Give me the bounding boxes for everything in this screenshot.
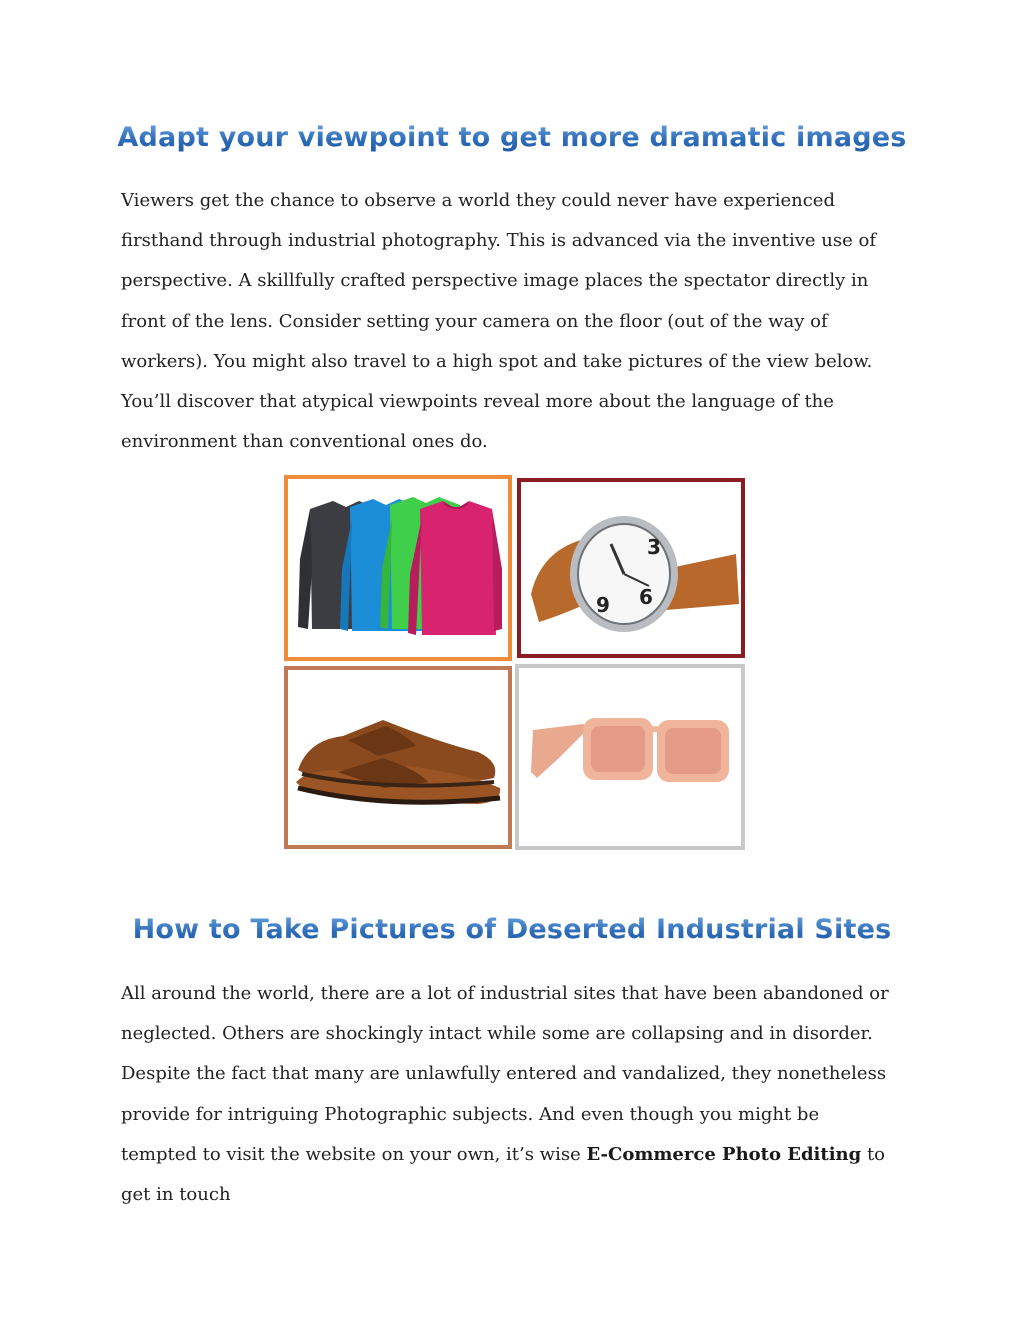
dial-number-6: 6 (639, 585, 653, 609)
paragraph-text: All around the world, there are a lot of industrial sites that have been abandoned or neglected. Others are shockingly intact while some are collapsing and in disorder. Despite the fact that many are unlawfully entered and vandalized, they nonetheless provide for intriguing Photographic subjects. And even though you might be tempted to visit the website on your own, it’s wise (121, 983, 889, 1165)
section-heading-deserted-sites: How to Take Pictures of Deserted Industrial Sites (0, 914, 1024, 945)
paragraph-deserted-sites (121, 974, 896, 1215)
dial-number-3: 3 (647, 535, 661, 559)
watch-icon (521, 482, 741, 654)
dial-number-9: 9 (596, 593, 610, 617)
ecommerce-photo-editing-link[interactable]: E-Commerce Photo Editing (586, 1143, 862, 1165)
shoes-image (284, 666, 512, 849)
shoes-icon (288, 670, 508, 845)
paragraph-viewpoint: Viewers get the chance to observe a world they could never have experienced firsthand through industrial photography. This is advanced via the inventive use of perspective. A skillfully crafted perspective image places the spectator directly in front of the lens. Consider setting your camera on the floor (out of the way of workers). You might also travel to a high spot and take pictures of the view below. You’ll discover that atypical viewpoints reveal more about the language of the environment than conventional ones do. (121, 190, 876, 453)
tshirt-pink (408, 501, 502, 635)
product-image-grid (282, 472, 747, 852)
sunglasses-icon (519, 668, 741, 846)
sunglasses-image (515, 664, 745, 850)
section-heading-viewpoint: Adapt your viewpoint to get more dramatic images (0, 122, 1024, 153)
watch-image (517, 478, 745, 658)
tshirts-image (284, 475, 512, 661)
paragraph-text-end: to get in touch (121, 1143, 886, 1206)
tshirts-icon (288, 479, 508, 657)
